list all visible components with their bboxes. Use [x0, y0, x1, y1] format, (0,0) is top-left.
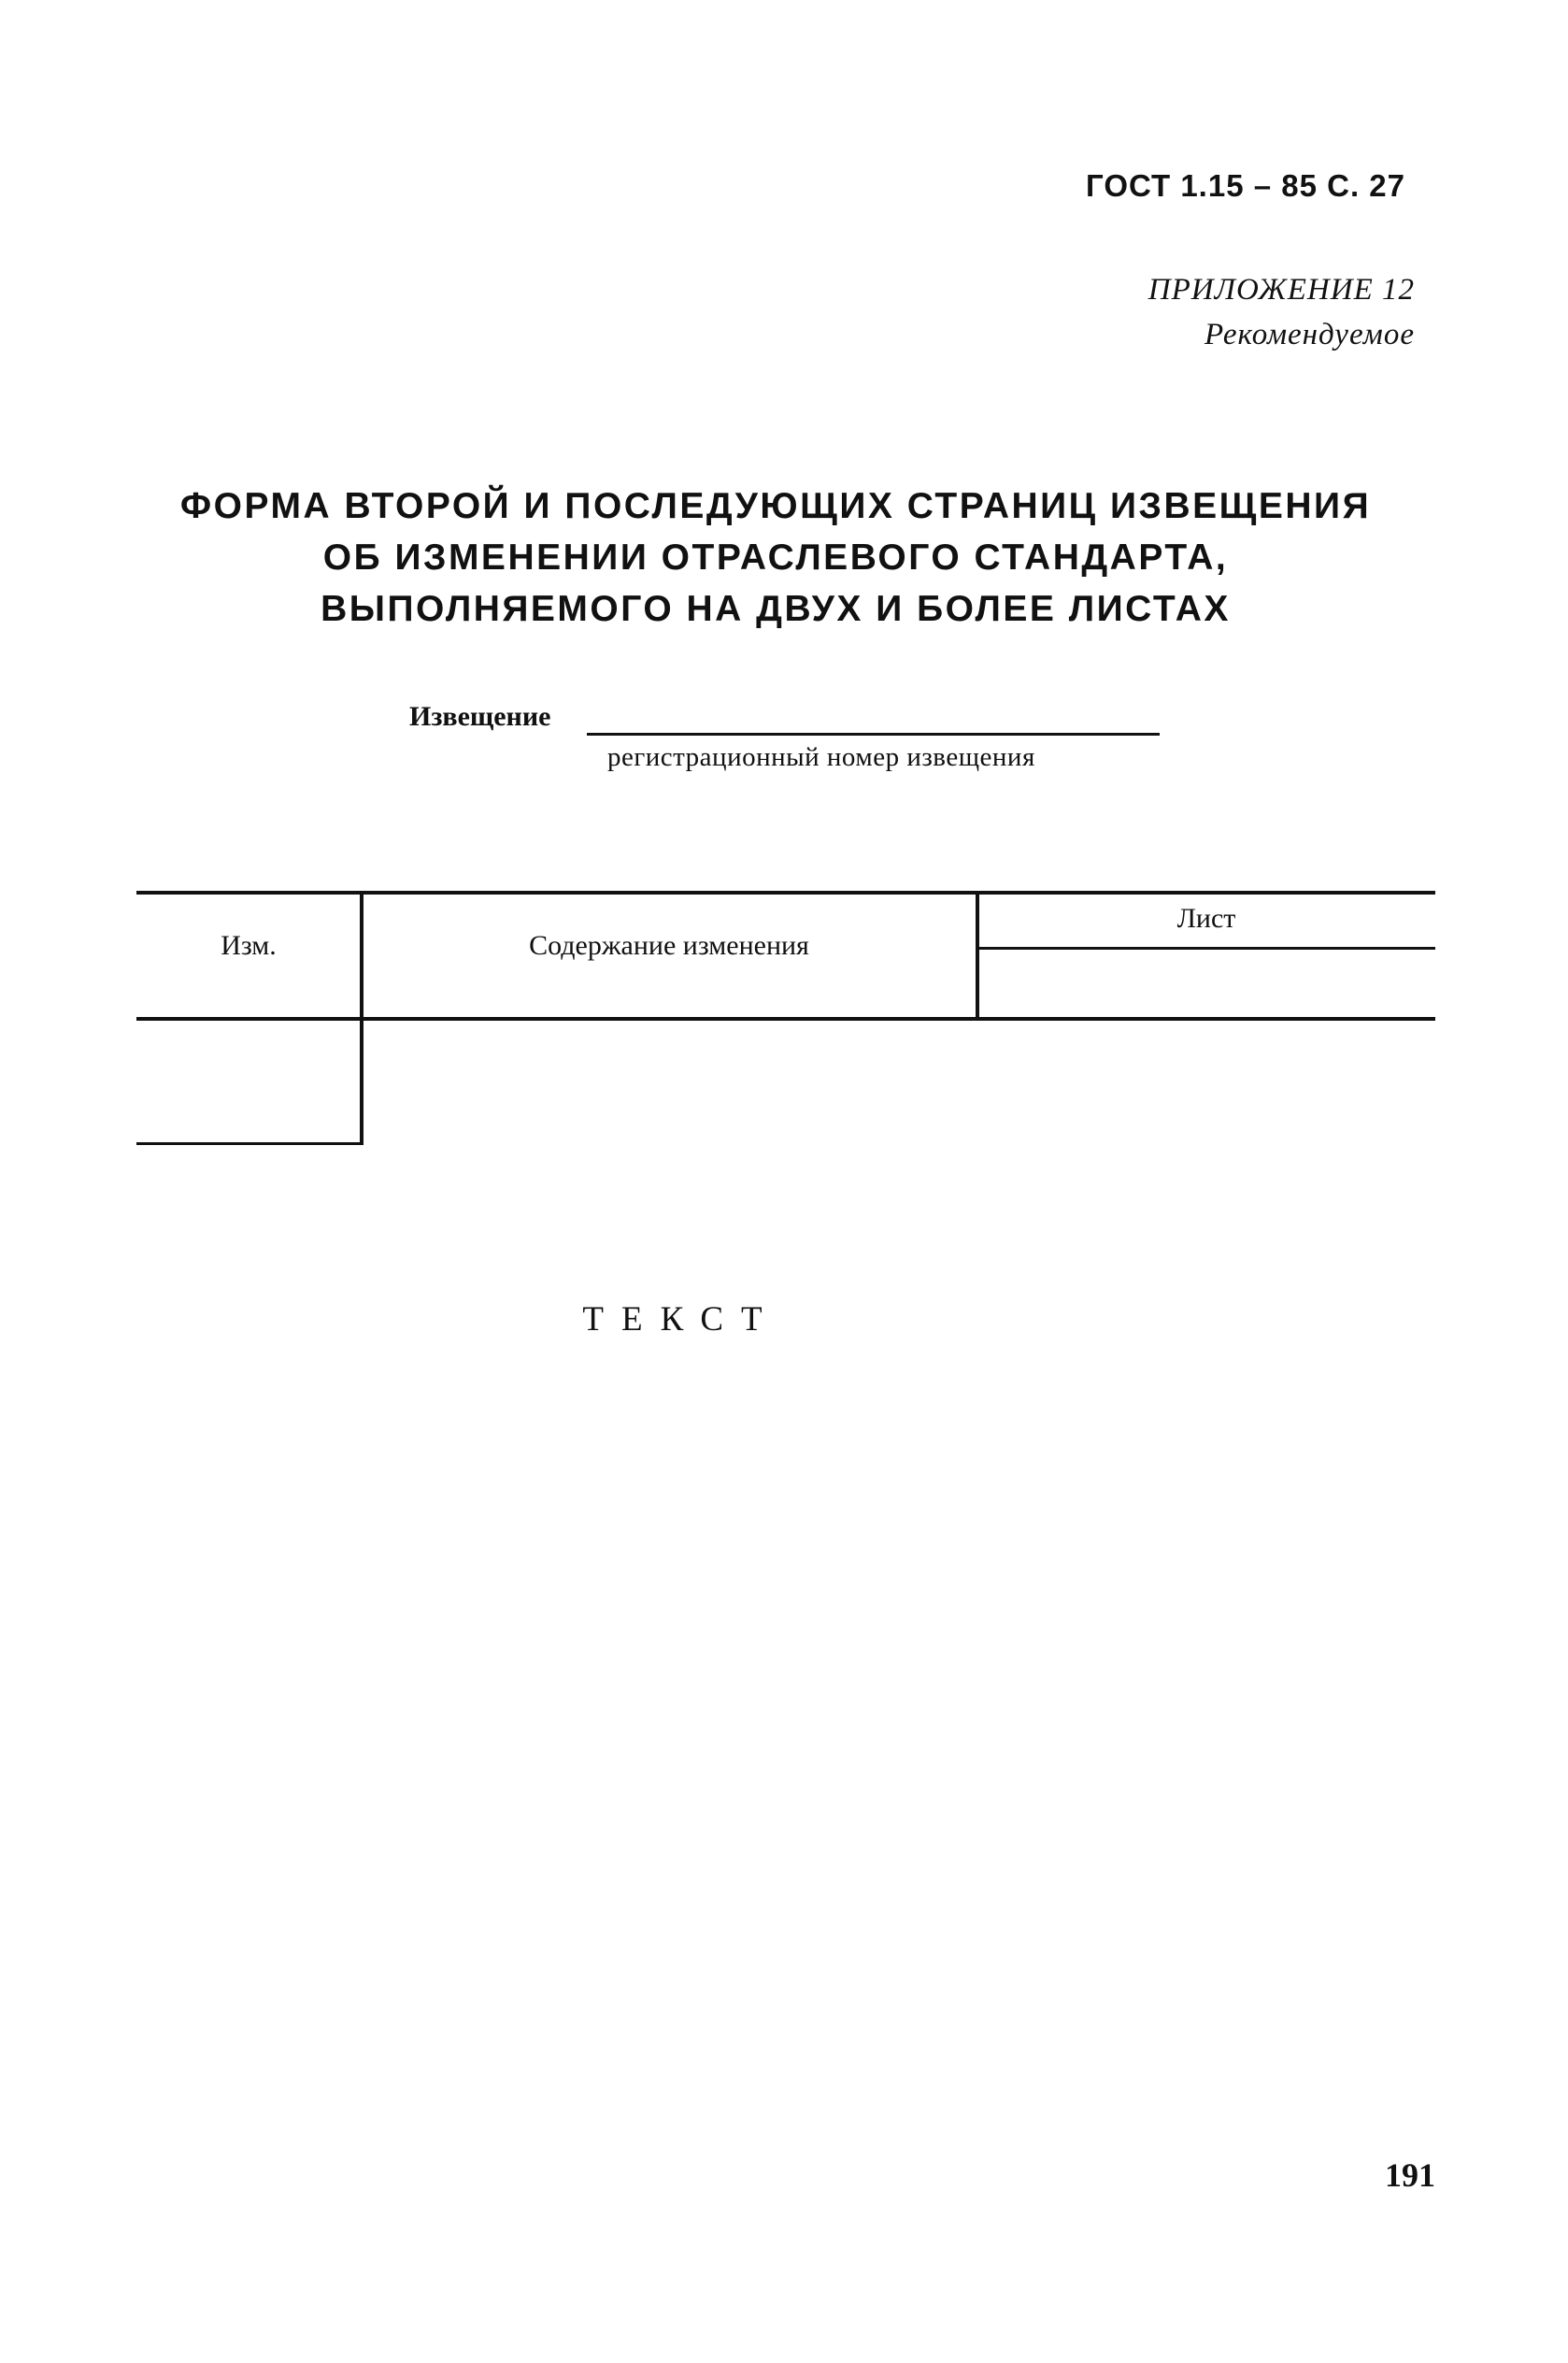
page-title [150, 480, 1402, 635]
title-line-3: ВЫПОЛНЯЕМОГО НА ДВУХ И БОЛЕЕ ЛИСТАХ [321, 589, 1231, 629]
appendix-status: Рекомендуемое [1204, 318, 1415, 351]
column-header-content: Содержание изменения [529, 930, 809, 961]
sheet-subdivider [977, 947, 1435, 950]
table-header-border [136, 1017, 1435, 1021]
title-line-1: ФОРМА ВТОРОЙ И ПОСЛЕДУЮЩИХ СТРАНИЦ ИЗВЕЩЕНИЯ [179, 486, 1372, 526]
table-top-border [136, 891, 1435, 895]
appendix-label: ПРИЛОЖЕНИЕ 12 [1147, 273, 1415, 307]
notice-number-caption: регистрационный номер извещения [607, 742, 1035, 772]
table-row-bottom-border [136, 1142, 363, 1145]
document-header: ГОСТ 1.15 – 85 С. 27 [1086, 168, 1405, 203]
title-line-2: ОБ ИЗМЕНЕНИИ ОТРАСЛЕВОГО СТАНДАРТА, [322, 537, 1229, 578]
notice-label: Извещение [409, 701, 551, 732]
column-header-change-no: Изм. [221, 930, 277, 961]
body-text: ТЕКСТ [582, 1300, 780, 1339]
page-number: 191 [1385, 2156, 1435, 2194]
notice-number-line [587, 733, 1160, 736]
column-header-sheet: Лист [1176, 903, 1236, 934]
